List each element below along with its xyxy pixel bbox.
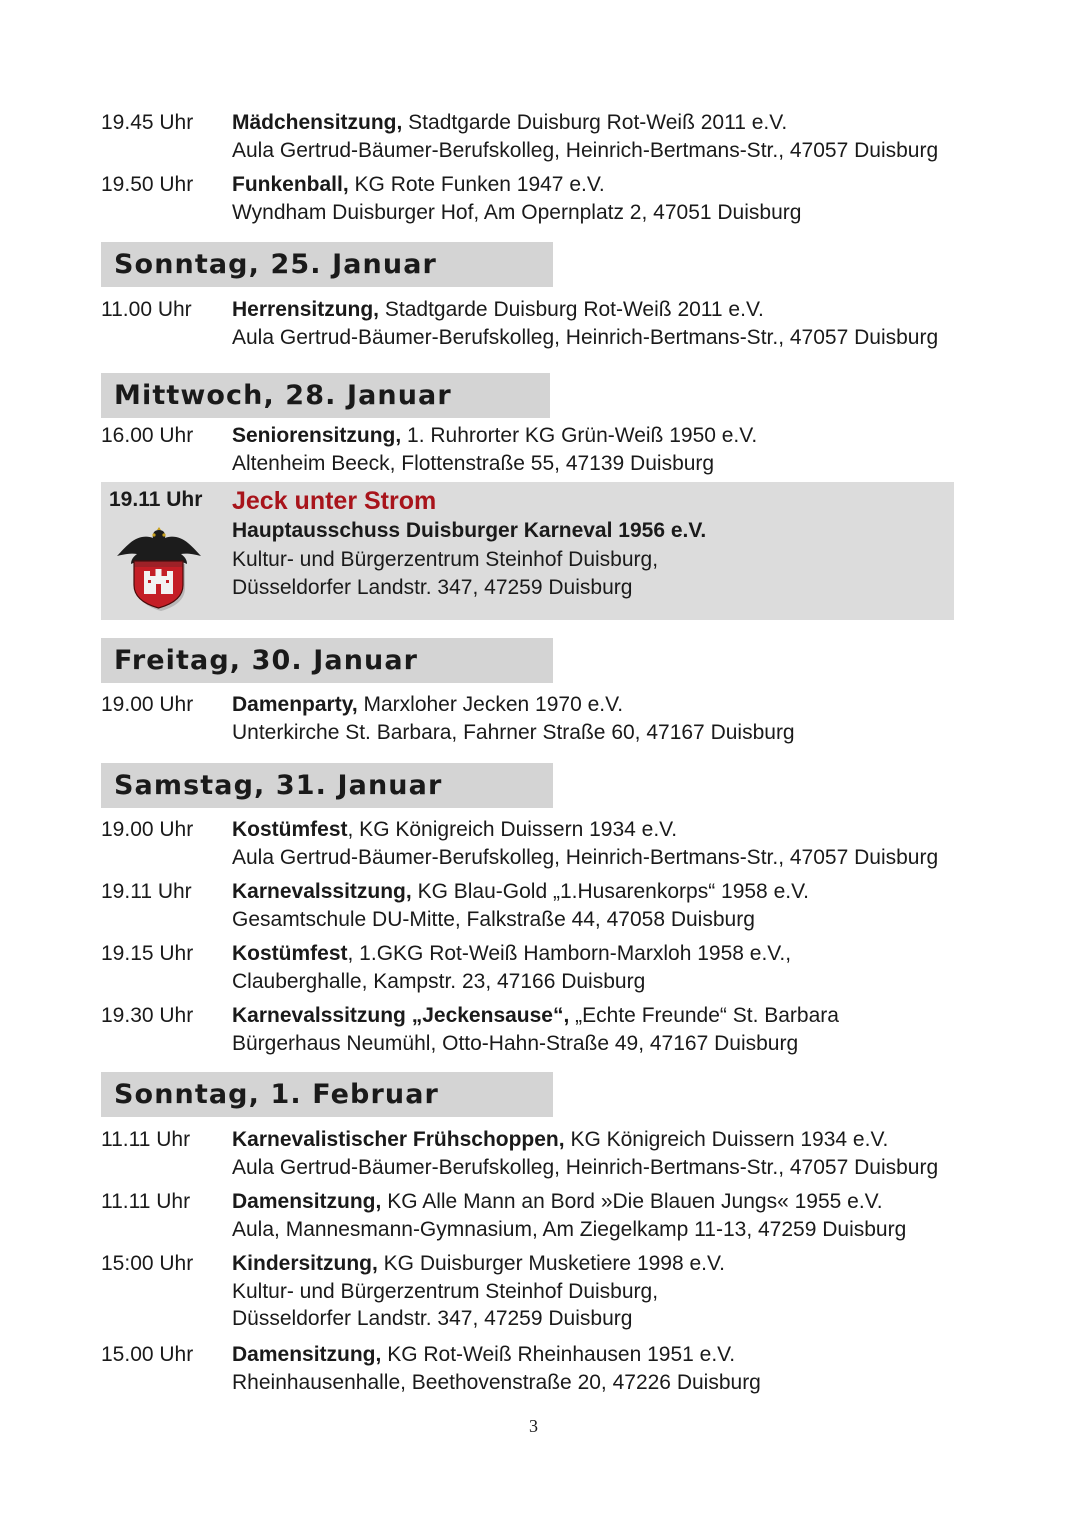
event-time: 11.00 Uhr [101,298,192,321]
event-organizer: KG Königreich Duissern 1934 e.V. [564,1128,889,1151]
highlight-event-title: Jeck unter Strom [232,487,437,515]
event-title: Kindersitzung, [232,1252,378,1275]
event-title: Mädchensitzung, [232,111,403,134]
event-title: Karnevalssitzung „Jeckensause“, [232,1004,570,1027]
event-time: 19.00 Uhr [101,818,194,841]
event-venue: Gesamtschule DU-Mitte, Falkstraße 44, 47058 Duisburg [232,907,755,931]
event-title: Funkenball, [232,173,349,196]
event-organizer: KG Blau-Gold „1.Husarenkorps“ 1958 e.V. [411,880,810,903]
event-venue: Aula Gertrud-Bäumer-Berufskolleg, Heinrich-Bertmans-Str., 47057 Duisburg [232,845,939,869]
event-organizer: KG Duisburger Musketiere 1998 e.V. [377,1252,725,1275]
event-title: Damenparty, [232,693,358,716]
event-venue: Altenheim Beeck, Flottenstraße 55, 47139 Duisburg [232,451,715,475]
event-time: 19.45 Uhr [101,111,194,134]
event-time: 11.11 Uhr [101,1128,191,1151]
event-venue: Unterkirche St. Barbara, Fahrner Straße 60, 47167 Duisburg [232,720,795,744]
day-heading: Sonntag, 1. Februar [101,1072,553,1117]
event-venue: Aula, Mannesmann-Gymnasium, Am Ziegelkamp 11-13, 47259 Duisburg [232,1217,907,1241]
event-organizer: KG Alle Mann an Bord »Die Blauen Jungs« 1955 e.V. [381,1190,883,1213]
event-organizer: , 1.GKG Rot-Weiß Hamborn-Marxloh 1958 e.V., [347,942,792,965]
event-organizer: Stadtgarde Duisburg Rot-Weiß 2011 e.V. [402,111,788,134]
highlight-organizer: Hauptausschuss Duisburger Karneval 1956 e.V. [232,519,707,542]
day-heading: Sonntag, 25. Januar [101,242,553,287]
event-title: Kostümfest [232,942,348,965]
event-time: 19.11 Uhr [101,880,192,903]
event-title: Damensitzung, [232,1343,382,1366]
event-title: Karnevalistischer Frühschoppen, [232,1128,565,1151]
page-number: 3 [529,1416,538,1436]
event-time: 19.15 Uhr [101,942,194,965]
event-time: 19.00 Uhr [101,693,194,716]
event-time: 19.50 Uhr [101,173,194,196]
event-title: Seniorensitzung, [232,424,402,447]
event-venue: Aula Gertrud-Bäumer-Berufskolleg, Heinrich-Bertmans-Str., 47057 Duisburg [232,1155,939,1179]
event-organizer: KG Rote Funken 1947 e.V. [348,173,605,196]
event-organizer: Stadtgarde Duisburg Rot-Weiß 2011 e.V. [379,298,764,321]
event-organizer: „Echte Freunde“ St. Barbara [569,1004,839,1027]
event-venue: Aula Gertrud-Bäumer-Berufskolleg, Heinrich-Bertmans-Str., 47057 Duisburg [232,138,939,162]
event-title: Kostümfest [232,818,348,841]
event-title: Herrensitzung, [232,298,380,321]
duisburg-coat-of-arms-icon [113,526,205,612]
event-time: 19.30 Uhr [101,1004,194,1027]
highlighted-event-box [101,482,954,620]
event-time: 11.11 Uhr [101,1190,191,1213]
event-organizer: 1. Ruhrorter KG Grün-Weiß 1950 e.V. [401,424,758,447]
event-organizer: Marxloher Jecken 1970 e.V. [357,693,624,716]
event-venue: Kultur- und Bürgerzentrum Steinhof Duisburg, [232,1279,659,1303]
event-title: Damensitzung, [232,1190,382,1213]
event-organizer: KG Rot-Weiß Rheinhausen 1951 e.V. [381,1343,736,1366]
event-time: 15.00 Uhr [101,1343,194,1366]
day-heading: Samstag, 31. Januar [101,763,553,808]
event-venue: Düsseldorfer Landstr. 347, 47259 Duisburg [232,576,633,599]
event-venue: Wyndham Duisburger Hof, Am Opernplatz 2, 47051 Duisburg [232,200,802,224]
event-time: 16.00 Uhr [101,424,194,447]
event-venue: Düsseldorfer Landstr. 347, 47259 Duisburg [232,1307,633,1330]
event-venue: Bürgerhaus Neumühl, Otto-Hahn-Straße 49, 47167 Duisburg [232,1031,799,1055]
event-venue: Rheinhausenhalle, Beethovenstraße 20, 47226 Duisburg [232,1370,761,1394]
day-heading: Mittwoch, 28. Januar [101,373,550,418]
event-title: Karnevalssitzung, [232,880,412,903]
event-venue: Aula Gertrud-Bäumer-Berufskolleg, Heinrich-Bertmans-Str., 47057 Duisburg [232,325,939,349]
day-heading: Freitag, 30. Januar [101,638,553,683]
event-venue: Clauberghalle, Kampstr. 23, 47166 Duisburg [232,969,646,993]
event-organizer: , KG Königreich Duissern 1934 e.V. [347,818,678,841]
event-time: 19.11 Uhr [109,488,203,511]
event-time: 15:00 Uhr [101,1252,194,1275]
event-venue: Kultur- und Bürgerzentrum Steinhof Duisburg, [232,547,659,571]
